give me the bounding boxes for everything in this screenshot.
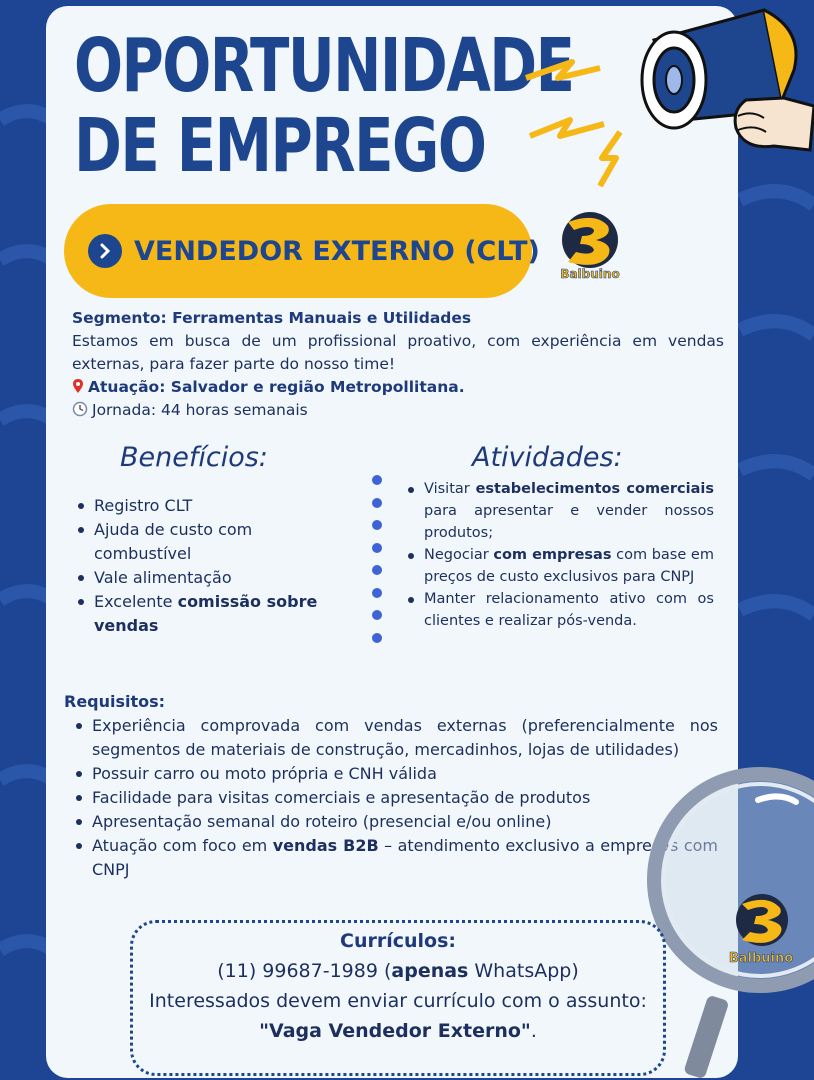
list-item: Negociar com empresas com base em preços de custo exclusivos para CNPJ <box>404 544 714 588</box>
contact-section <box>130 926 666 1046</box>
list-item: Vale alimentação <box>74 566 336 590</box>
location-text: Atuação: Salvador e região Metropollitana. <box>88 378 465 396</box>
list-item: Excelente comissão sobre vendas <box>74 590 336 638</box>
subject-line: "Vaga Vendedor Externo". <box>259 1020 537 1042</box>
megaphone-icon <box>614 0 814 200</box>
list-item: Possuir carro ou moto própria e CNH válida <box>72 762 718 786</box>
list-item: Facilidade para visitas comerciais e apresentação de produtos <box>72 786 718 810</box>
benefits-title: Benefícios: <box>120 442 268 473</box>
list-item: Manter relacionamento ativo com os clientes e realizar pós-venda. <box>404 588 714 632</box>
schedule-text: Jornada: 44 horas semanais <box>92 401 308 419</box>
decorative-dots <box>372 475 382 655</box>
brand-name: Balbuino <box>560 267 620 281</box>
list-item: Registro CLT <box>74 494 336 518</box>
list-item: Ajuda de custo com combustível <box>74 518 336 566</box>
requirements-list <box>72 714 718 882</box>
brand-logo-secondary <box>728 890 798 950</box>
clock-icon <box>72 401 88 417</box>
list-item: Visitar estabelecimentos comerciais para apresentar e vender nossos produtos; <box>404 478 714 544</box>
contact-instructions: Interessados devem enviar currículo com o assunto: <box>149 990 647 1012</box>
brand-logo <box>546 210 636 270</box>
list-item: Atuação com foco em vendas B2B – atendimento exclusivo a empresas com CNPJ <box>72 834 718 882</box>
requirements-title: Requisitos: <box>64 692 166 711</box>
segment-description: Estamos em busca de um profissional proativo, com experiência em vendas externas, para fazer parte do nosso time! <box>72 332 724 373</box>
job-title-banner <box>64 204 540 298</box>
benefits-list <box>74 494 336 638</box>
segment-section <box>72 307 724 422</box>
job-role: VENDEDOR EXTERNO (CLT) <box>134 235 540 267</box>
activities-list <box>404 478 714 632</box>
phone-line: (11) 99687-1989 (apenas WhatsApp) <box>217 960 579 982</box>
activities-title: Atividades: <box>472 442 623 473</box>
list-item: Experiência comprovada com vendas externas (preferencialmente nos segmentos de materiais de construção, mercadinhos, lojas de utilidades) <box>72 714 718 762</box>
location-pin-icon <box>72 378 84 394</box>
page-title: OPORTUNIDADE DE EMPREGO <box>74 23 574 189</box>
brand-name-secondary: Balbuino <box>728 951 794 966</box>
chevron-right-icon <box>88 234 122 268</box>
list-item: Apresentação semanal do roteiro (presencial e/ou online) <box>72 810 718 834</box>
contact-title: Currículos: <box>340 930 456 952</box>
segment-label: Segmento: Ferramentas Manuais e Utilidades <box>72 309 472 327</box>
